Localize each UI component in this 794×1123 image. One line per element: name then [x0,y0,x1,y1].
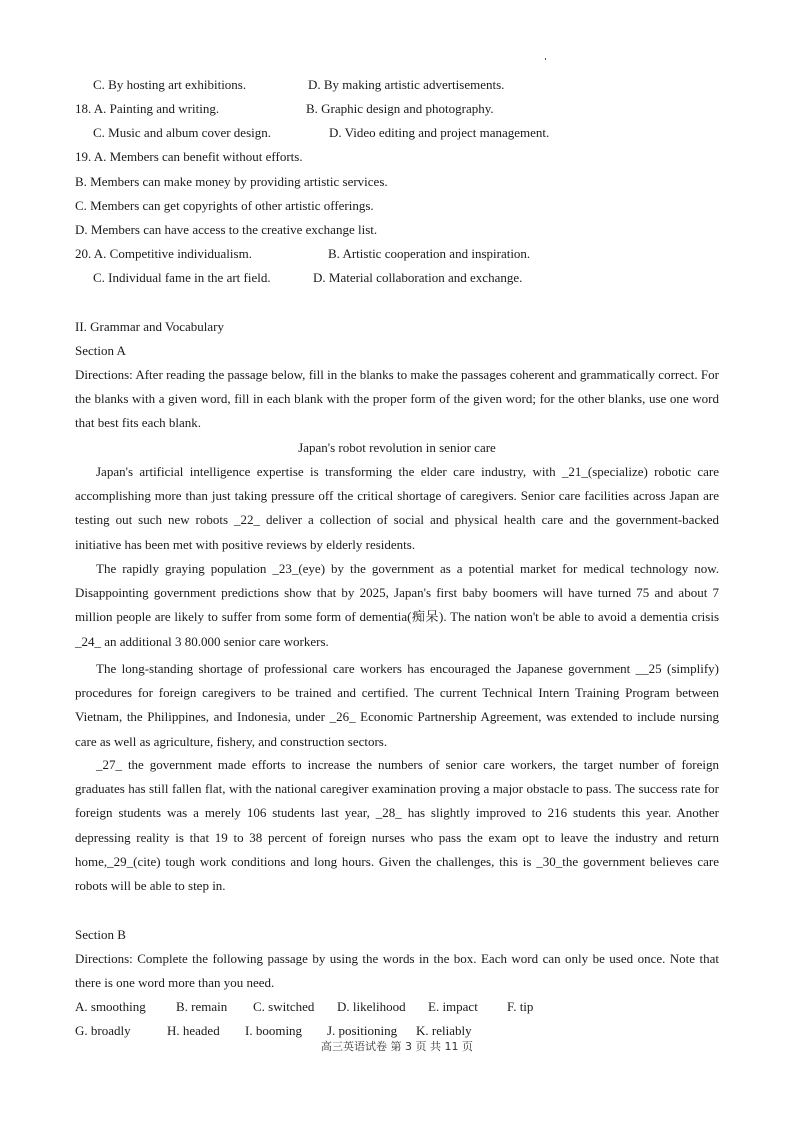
stray-mark [545,58,546,60]
q18-option-b: B. Graphic design and photography. [306,101,494,116]
q19-option-a: 19. A. Members can benefit without efforts. [75,149,303,164]
q18-option-c: C. Music and album cover design. [93,125,271,140]
q19-option-d: D. Members can have access to the creative exchange list. [75,222,378,237]
word-option-i: I. booming [245,1023,303,1038]
part-heading: II. Grammar and Vocabulary [75,319,224,334]
section-a-directions: Directions: After reading the passage below, fill in the blanks to make the passages coherent and grammatically correct. For the blanks with a given word, fill in each blank with the proper form of the given word; for the other blanks, use one word that best fits each blank. [75,367,719,431]
passage-paragraph-2: The rapidly graying population _23_(eye) by the government as a potential market for medical technology now. Disappointing government predictions show that by 2025, Japan's first baby boomers will have turned 75 and about 7 million people are likely to suffer from some form of dementia(痴呆). The nation won't be able to avoid a dementia crisis _24_ an additional 3 80.000 senior care workers. [75,561,719,649]
q18-option-d: D. Video editing and project management. [329,125,550,140]
word-option-f: F. tip [507,999,534,1014]
q20-option-c: C. Individual fame in the art field. [93,270,271,285]
page-footer: 高三英语试卷 第 3 页 共 11 页 [321,1040,473,1053]
passage-title: Japan's robot revolution in senior care [298,440,496,455]
passage-paragraph-3: The long-standing shortage of professional care workers has encouraged the Japanese government __25 (simplify) procedures for foreign caregivers to be trained and certified. The current Technical Intern Training Program between Vietnam, the Philippines, and Indonesia, under _26_ Economic Partnership Agreement, was extended to include nursing care as well as agriculture, fishery, and construction sectors. [75,661,719,749]
word-option-k: K. reliably [416,1023,472,1038]
passage-paragraph-4: _27_ the government made efforts to increase the numbers of senior care workers, the target number of foreign graduates has still fallen flat, with the national caregiver examination proving a major obstacle to pass. The success rate for foreign students was a merely 106 students last year, _28_ has slightly improved to 216 students this year. Another depressing reality is that 19 to 38 percent of foreign nurses who pass the exam opt to leave the industry and return home,_29_(cite) tough work conditions and long hours. Given the challenges, this is _30_the government believes care robots will be able to step in. [75,757,719,894]
word-option-d: D. likelihood [337,999,406,1014]
section-b-title: Section B [75,927,126,942]
q20-option-a: 20. A. Competitive individualism. [75,246,252,261]
q20-option-b: B. Artistic cooperation and inspiration. [328,246,531,261]
word-option-e: E. impact [428,999,478,1014]
word-option-a: A. smoothing [75,999,146,1014]
section-b-directions: Directions: Complete the following passage by using the words in the box. Each word can only be used once. Note that there is one word more than you need. [75,951,719,991]
q19-option-c: C. Members can get copyrights of other artistic offerings. [75,198,374,213]
word-option-g: G. broadly [75,1023,131,1038]
q19-option-b: B. Members can make money by providing artistic services. [75,174,388,189]
word-option-c: C. switched [253,999,315,1014]
q17-option-c: C. By hosting art exhibitions. [93,77,247,92]
q17-option-d: D. By making artistic advertisements. [308,77,505,92]
section-a-title: Section A [75,343,126,358]
passage-paragraph-1: Japan's artificial intelligence expertise is transforming the elder care industry, with _21_(specialize) robotic care accomplishing more than just taking pressure off the critical shortage of caregivers. Senior care facilities across Japan are testing out such new robots _22_ deliver a collection of social and physical health care and the government-backed initiative has been met with positive reviews by elderly residents. [75,464,719,552]
word-option-b: B. remain [176,999,228,1014]
q20-option-d: D. Material collaboration and exchange. [313,270,523,285]
q18-option-a: 18. A. Painting and writing. [75,101,220,116]
word-option-h: H. headed [167,1023,220,1038]
word-option-j: J. positioning [327,1023,398,1038]
